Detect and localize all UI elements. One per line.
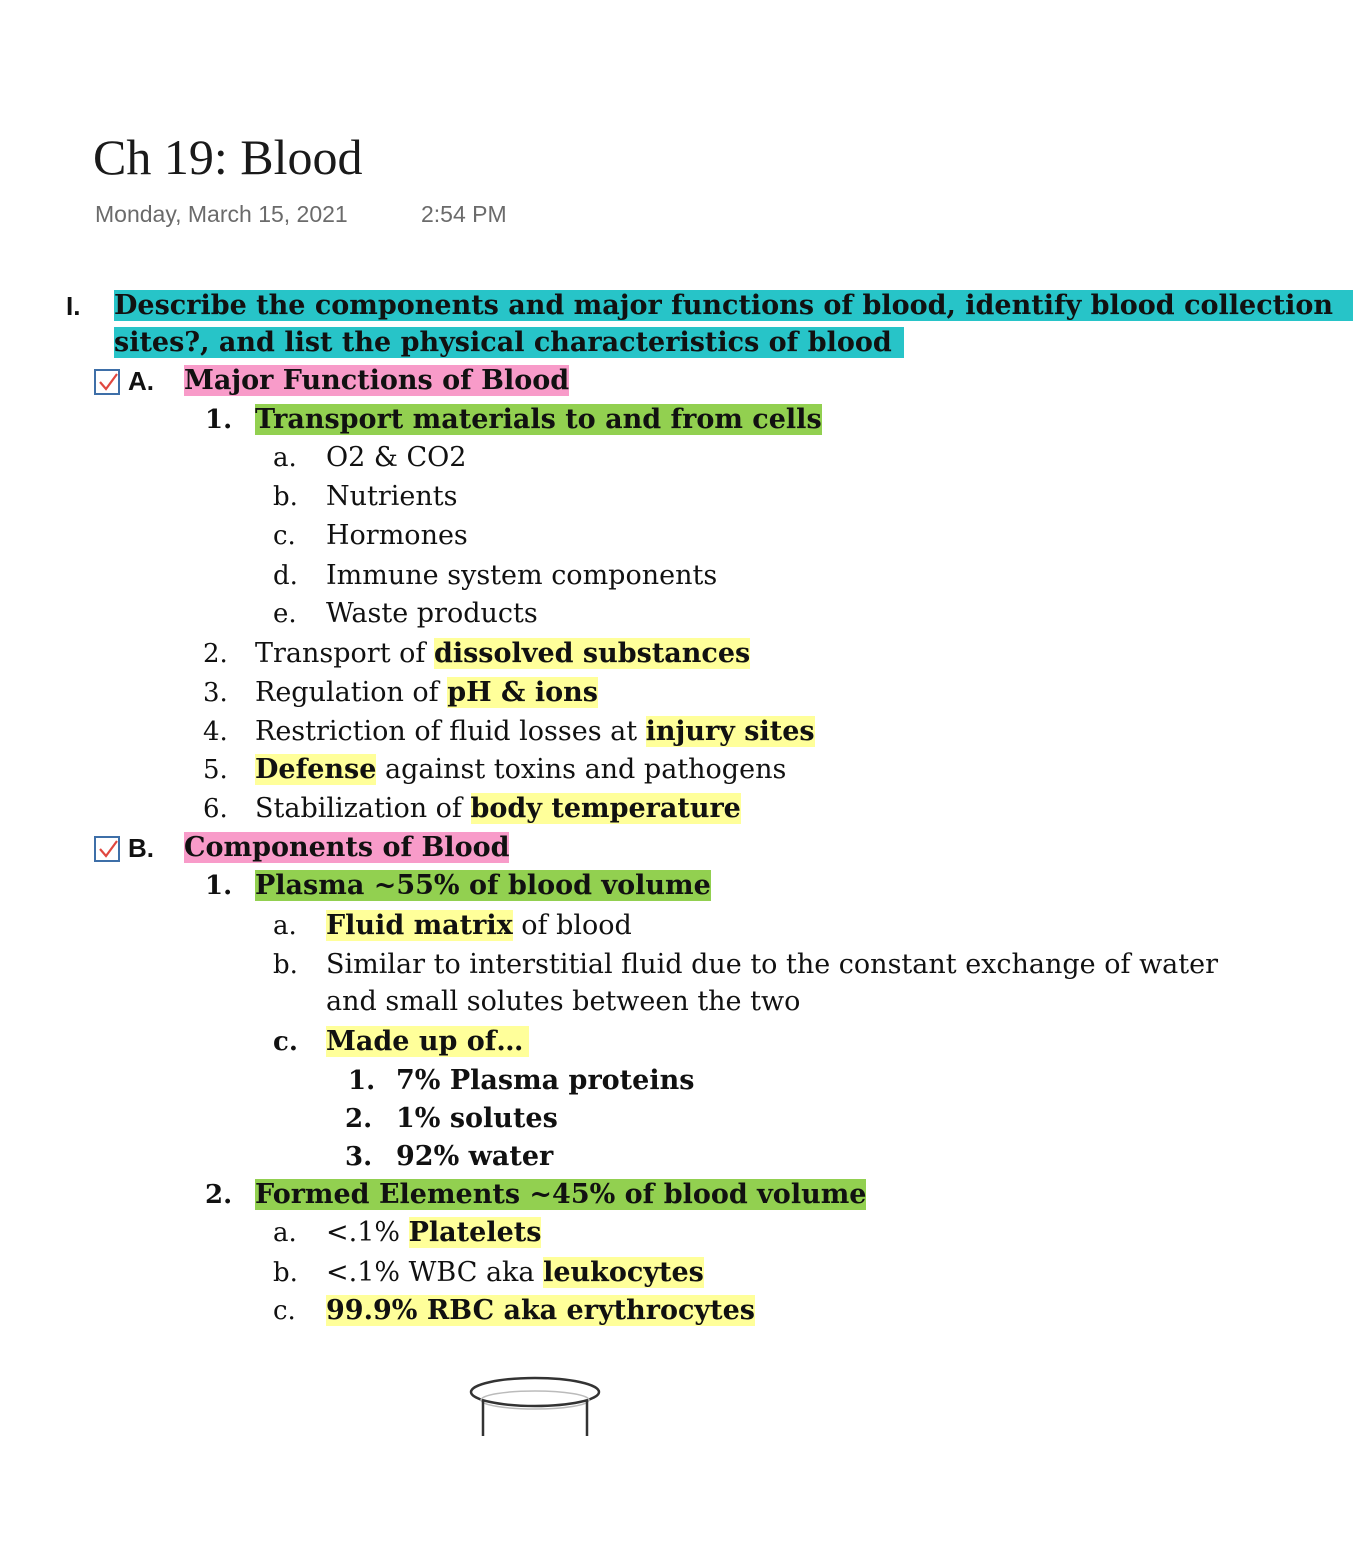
a5-post: against toxins and pathogens (376, 754, 787, 785)
b1a-post: of blood (512, 910, 632, 941)
b1a-hl: Fluid matrix (326, 910, 513, 941)
a3-pre: Regulation of (255, 677, 448, 708)
a6-text (255, 790, 741, 828)
a3-hl: pH & ions (447, 677, 598, 708)
a5-text (255, 751, 786, 789)
item-a-marker: A. (128, 366, 154, 396)
b2b-text (326, 1254, 704, 1292)
check-icon (98, 839, 118, 859)
a3-number: 3. (203, 678, 228, 708)
madeup-item: 7% Plasma proteins (396, 1065, 695, 1096)
item-b-heading (184, 829, 509, 867)
a2-pre: Transport of (255, 638, 434, 669)
page-title: Ch 19: Blood (93, 129, 363, 185)
item-a-heading (184, 362, 569, 400)
a6-pre: Stabilization of (255, 793, 471, 824)
b1c-hl: Made up of… (326, 1026, 529, 1057)
section-i-marker: I. (66, 291, 81, 321)
section-i-line1-text: Describe the components and major functions of blood, identify blood collection (114, 290, 1353, 321)
madeup-item: 92% water (396, 1141, 554, 1172)
a1-sub-item: O2 & CO2 (326, 442, 467, 473)
b2b-hl: leukocytes (543, 1257, 704, 1288)
b2c-letter: c. (273, 1296, 296, 1326)
a1-sub-letter: c. (273, 521, 296, 551)
a1-sub-letter: e. (273, 599, 297, 629)
section-i-line2-text: sites?, and list the physical characteristics of blood (114, 327, 904, 358)
b2b-pre: <.1% WBC aka (326, 1257, 544, 1288)
a1-sub-letter: d. (273, 561, 298, 591)
a2-number: 2. (203, 639, 228, 669)
a1-text-hl: Transport materials to and from cells (255, 404, 822, 435)
a3-text (255, 674, 598, 712)
a2-hl: dissolved substances (433, 638, 751, 669)
b1c-text (326, 1023, 529, 1061)
a1-sub-item: Hormones (326, 520, 468, 551)
b1a-letter: a. (273, 911, 297, 941)
a6-hl: body temperature (470, 793, 741, 824)
b1-number: 1. (205, 871, 233, 901)
b2a-pre: <.1% (326, 1217, 409, 1248)
a1-sub-letter: b. (273, 482, 298, 512)
section-i-line1 (114, 287, 1353, 325)
a6-number: 6. (203, 794, 228, 824)
madeup-number: 3. (345, 1142, 373, 1172)
a1-text (255, 401, 822, 439)
b2a-hl: Platelets (408, 1217, 542, 1248)
b1a-text (326, 907, 632, 945)
check-icon (98, 372, 118, 392)
b1-text (255, 867, 711, 905)
madeup-number: 1. (348, 1066, 376, 1096)
a4-hl: injury sites (645, 716, 815, 747)
b1b-line1: Similar to interstitial fluid due to the constant exchange of water (326, 949, 1219, 980)
a1-number: 1. (205, 405, 233, 435)
item-a-heading-text: Major Functions of Blood (184, 365, 570, 396)
b1c-letter: c. (273, 1027, 298, 1057)
a4-text (255, 713, 815, 751)
b2-number: 2. (205, 1180, 233, 1210)
a2-text (255, 635, 750, 673)
b2-text-hl: Formed Elements ~45% of blood volume (255, 1179, 867, 1210)
b2-text (255, 1176, 866, 1214)
page-time: 2:54 PM (421, 201, 507, 227)
a1-sub-item: Waste products (326, 598, 538, 629)
checkbox-a[interactable] (94, 369, 120, 395)
b2b-letter: b. (273, 1258, 298, 1288)
a1-sub-item: Immune system components (326, 560, 718, 591)
b2a-letter: a. (273, 1218, 297, 1248)
madeup-item: 1% solutes (396, 1103, 558, 1134)
b1b-line2: and small solutes between the two (326, 986, 801, 1017)
a4-pre: Restriction of fluid losses at (255, 716, 646, 747)
b2c-hl: 99.9% RBC aka erythrocytes (326, 1295, 755, 1326)
test-tube-drawing (465, 1370, 605, 1440)
b2a-text (326, 1214, 541, 1252)
section-i-line2 (114, 324, 904, 362)
a4-number: 4. (203, 717, 228, 747)
madeup-number: 2. (345, 1104, 373, 1134)
checkbox-b[interactable] (94, 836, 120, 862)
item-b-heading-text: Components of Blood (184, 832, 510, 863)
a1-sub-item: Nutrients (326, 481, 458, 512)
a5-number: 5. (203, 755, 228, 785)
page-date: Monday, March 15, 2021 (95, 201, 348, 227)
a1-sub-letter: a. (273, 443, 297, 473)
item-b-marker: B. (128, 833, 154, 863)
b2c-text (326, 1292, 755, 1330)
a5-hl: Defense (255, 754, 377, 785)
b1b-letter: b. (273, 950, 298, 980)
b1-text-hl: Plasma ~55% of blood volume (255, 870, 711, 901)
